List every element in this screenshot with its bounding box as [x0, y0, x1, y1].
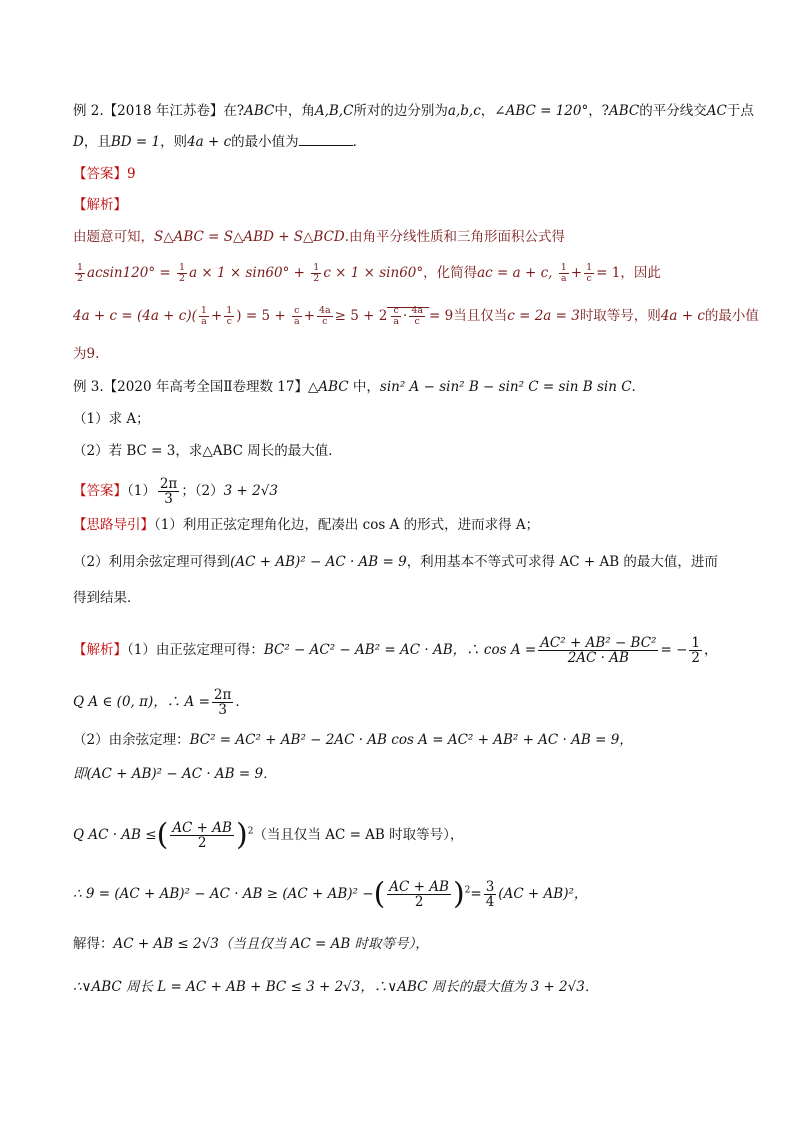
ex3-text: ；（2）: [181, 483, 224, 499]
answer-label: 【答案】: [73, 483, 127, 499]
ex3-math: =: [470, 886, 482, 902]
sol-math: c × 1 × sin60°: [323, 265, 424, 281]
ex2-text: 的平分线交: [639, 103, 707, 119]
ex3-math: ∴ 9 = (AC + AB)² − AC · AB ≥ (AC + AB)² −: [73, 886, 374, 902]
sol-math: acsin120° =: [87, 265, 171, 281]
ex3-analysis1: 【解析】（1）由正弦定理可得：BC² − AC² − AB² = AC · AB，∴ cos A = $\frac{\text{AC² + AB² − BC²}}{2AC \cdot AB}$ = − $\frac{1}{2}$ ，: [73, 635, 718, 666]
ex3-q1: （1）求 A；: [73, 411, 150, 427]
ex3-guide1: [73, 515, 539, 535]
fraction: $\frac{4a}{c}$: [318, 305, 331, 327]
fraction: $\frac{3}{4}$: [485, 879, 495, 910]
analysis-label: 【解析】: [73, 642, 127, 658]
ex3-text: （当且仅当 AC = AB 时取等号），: [253, 827, 464, 843]
ex3-math: (AC + AB)² − AC · AB = 9: [230, 554, 407, 570]
sol-text: ，因此: [620, 265, 661, 281]
ex3-analysis7: [73, 934, 429, 954]
ex3-analysis6: ∴ 9 = (AC + AB)² − AC · AB ≥ (AC + AB)² −( $\frac{AC + AB}{2}$ )$^2$= $\frac{3}{4}$ (AC + AB)²，: [73, 876, 588, 912]
ex2-source: 【2018 年江苏卷】: [103, 103, 224, 119]
ex3-text: （2）利用余弦定理可得到: [73, 554, 231, 570]
ex2-text: ，且: [83, 134, 111, 150]
ex3-text: ．: [631, 379, 646, 395]
ex2-math: D: [73, 134, 84, 150]
fraction: $\frac{1}{c}$: [586, 262, 593, 284]
ex2-text: 于点: [726, 103, 754, 119]
ex2-solution-line4: 为9.: [73, 346, 100, 362]
sol-text: 由题意可知，: [73, 229, 154, 245]
ex3-math: Q AC · AB ≤: [73, 827, 157, 843]
ex3-text: 中，: [348, 379, 380, 395]
sol-math: a × 1 × sin60° +: [189, 265, 305, 281]
ex3-text: ，利用基本不等式可求得 AC + AB 的最大值，进而: [406, 554, 718, 570]
ex2-text: 在?: [223, 103, 245, 119]
sqrt: $\frac{c}{a}$ · $\frac{4a}{c}$: [387, 307, 429, 324]
ex3-math: BC² − AC² − AB² = AC · AB，∴ cos A =: [263, 642, 537, 658]
fraction: $\frac{1}{2}$: [691, 635, 700, 666]
ex2-solution-line3: 4a + c = (4a + c)( $\frac{1}{a}$ + $\frac{1}{c}$ ) = 5 + $\frac{c}{a}$ + $\frac{4a}{c}$ ≥ 5 + 2 $\frac{c}{a}$ · $\frac{4a}{c}$ = 9当且仅当c = 2a = 3时取等号，则4a + c的最小值: [73, 305, 759, 327]
ex3-text: △ABC 周长的最大值．: [202, 443, 342, 459]
ex3-guide2: [73, 552, 718, 572]
ex2-text: ．: [352, 134, 367, 150]
ex3-analysis8: [73, 977, 598, 997]
fraction: $\frac{1}{c}$: [226, 305, 233, 327]
ex2-math: 4a + c: [187, 134, 232, 150]
sol-math: 4a + c: [660, 308, 705, 324]
sol-text: 的最小值: [704, 308, 759, 324]
ex3-guide3: 得到结果．: [73, 590, 141, 606]
ex3-question: [73, 377, 645, 397]
ex3-text: （1）: [127, 483, 156, 499]
ex2-math: BD = 1: [110, 134, 161, 150]
ex3-text: （2）若 BC = 3，求: [73, 443, 203, 459]
ex3-math: sin² A − sin² B − sin² C = sin B sin C: [379, 379, 632, 395]
fraction: $\frac{2\pi}{3}$: [159, 476, 178, 507]
fraction: $\frac{c}{a}$: [293, 305, 300, 327]
fraction: $\frac{1}{a}$: [560, 262, 567, 284]
ex3-math: AC + AB ≤ 2√3（当且仅当 AC = AB 时取等号），: [113, 936, 429, 952]
ex3-text: 解得：: [73, 936, 114, 952]
ex2-text: 中，角: [274, 103, 315, 119]
ex2-text: 的最小值为: [231, 134, 299, 150]
ex3-math: △ABC: [307, 379, 349, 395]
fraction: $\frac{1}{2}$: [313, 262, 320, 284]
sol-text: ，化简得: [423, 265, 478, 281]
ex2-question-line1: [73, 101, 754, 121]
fraction: $\frac{AC + AB}{2}$: [389, 879, 449, 910]
ex2-text: ，则: [160, 134, 188, 150]
fraction: $\frac{\text{AC² + AB² − BC²}}{2AC \cdot AB}$: [540, 635, 657, 666]
ex3-q2: [73, 441, 342, 461]
ex3-math: ∴∨ABC 周长 L = AC + AB + BC ≤ 3 + 2√3，: [73, 979, 374, 995]
ex2-math: ABC = 120°: [505, 103, 589, 119]
ex2-text: ，∠: [480, 103, 506, 119]
answer-value: 9: [127, 166, 136, 182]
fraction: $\frac{1}{2}$: [77, 262, 84, 284]
sol-text: .由角平分线性质和三角形面积公式得: [344, 229, 566, 245]
ex2-text: 所对的边分别为: [353, 103, 448, 119]
guide-label: 【思路导引】: [73, 517, 154, 533]
fraction: $\frac{1}{2}$: [179, 262, 186, 284]
sol-text: 时取等号，则: [579, 308, 661, 324]
ex3-math: ∴∨ABC 周长的最大值为 3 + 2√3．: [373, 979, 599, 995]
ex2-math: a,b,c: [447, 103, 481, 119]
ex3-text: （1）利用正弦定理角化边，配凑出 cos A 的形式，进而求得 A；: [154, 517, 540, 533]
ex2-math: AC: [706, 103, 727, 119]
ex2-answer: [73, 164, 136, 184]
ex2-text: ，?: [588, 103, 609, 119]
ex3-math: (AC + AB)²，: [498, 886, 588, 902]
fraction: $\frac{AC + AB}{2}$: [172, 820, 232, 851]
ex2-math: A,B,C: [314, 103, 354, 119]
ex3-answer: [73, 477, 278, 506]
answer-blank: [299, 133, 353, 146]
sol-math: ) = 5 +: [236, 308, 286, 324]
ex3-source: 【2020 年高考全国Ⅱ卷理数 17】: [103, 379, 308, 395]
ex3-math: BC² = AC² + AB² − 2AC · AB cos A = AC² + AB² + AC · AB = 9，: [189, 732, 633, 748]
ex2-solution-line1: [73, 227, 565, 247]
ex2-analysis-label: 【解析】: [73, 197, 127, 213]
sol-math: ac = a + c,: [477, 265, 553, 281]
fraction: $\frac{2\pi}{3}$: [213, 687, 232, 718]
ex3-analysis2: Q A ∈ (0, π)，∴ A = $\frac{2\pi}{3}$ ．: [73, 687, 249, 718]
sol-math: 4a + c = (4a + c)(: [73, 308, 197, 324]
ex3-label: 例 3.: [73, 379, 104, 395]
ex3-math: = −: [660, 642, 688, 658]
ex3-text: （2）由余弦定理：: [73, 732, 190, 748]
sol-math: c = 2a = 3: [507, 308, 580, 324]
ex3-analysis3: [73, 730, 633, 750]
ex2-question-line2: [73, 132, 366, 152]
ex3-analysis4: 即(AC + AB)² − AC · AB = 9．: [73, 766, 277, 782]
answer-label: 【答案】: [73, 166, 127, 182]
ex2-math: ABC: [244, 103, 275, 119]
ex2-label: 例 2.: [73, 103, 104, 119]
fraction: $\frac{1}{a}$: [200, 305, 207, 327]
ex2-solution-line2: $\frac{1}{2}$ acsin120° = $\frac{1}{2}$ a × 1 × sin60° + $\frac{1}{2}$ c × 1 × sin60°，化简得ac = a + c, $\frac{1}{a}$ + $\frac{1}{c}$ = 1，因此: [77, 262, 661, 284]
sol-math: = 1: [596, 265, 621, 281]
sol-math: S△ABC = S△ABD + S△BCD: [154, 229, 345, 245]
ex2-math: ABC: [609, 103, 640, 119]
ex3-math: 3 + 2√3: [223, 483, 278, 499]
sol-math: = 9: [429, 308, 454, 324]
ex3-text: （1）由正弦定理可得：: [127, 642, 264, 658]
sol-text: 当且仅当: [453, 308, 508, 324]
ex3-analysis5: Q AC · AB ≤( $\frac{AC + AB}{2}$ )$^2$（当且仅当 AC = AB 时取等号），: [73, 817, 464, 853]
sol-math: ≥ 5 + 2: [334, 308, 388, 324]
ex3-math: Q A ∈ (0, π)，∴ A =: [73, 694, 210, 710]
